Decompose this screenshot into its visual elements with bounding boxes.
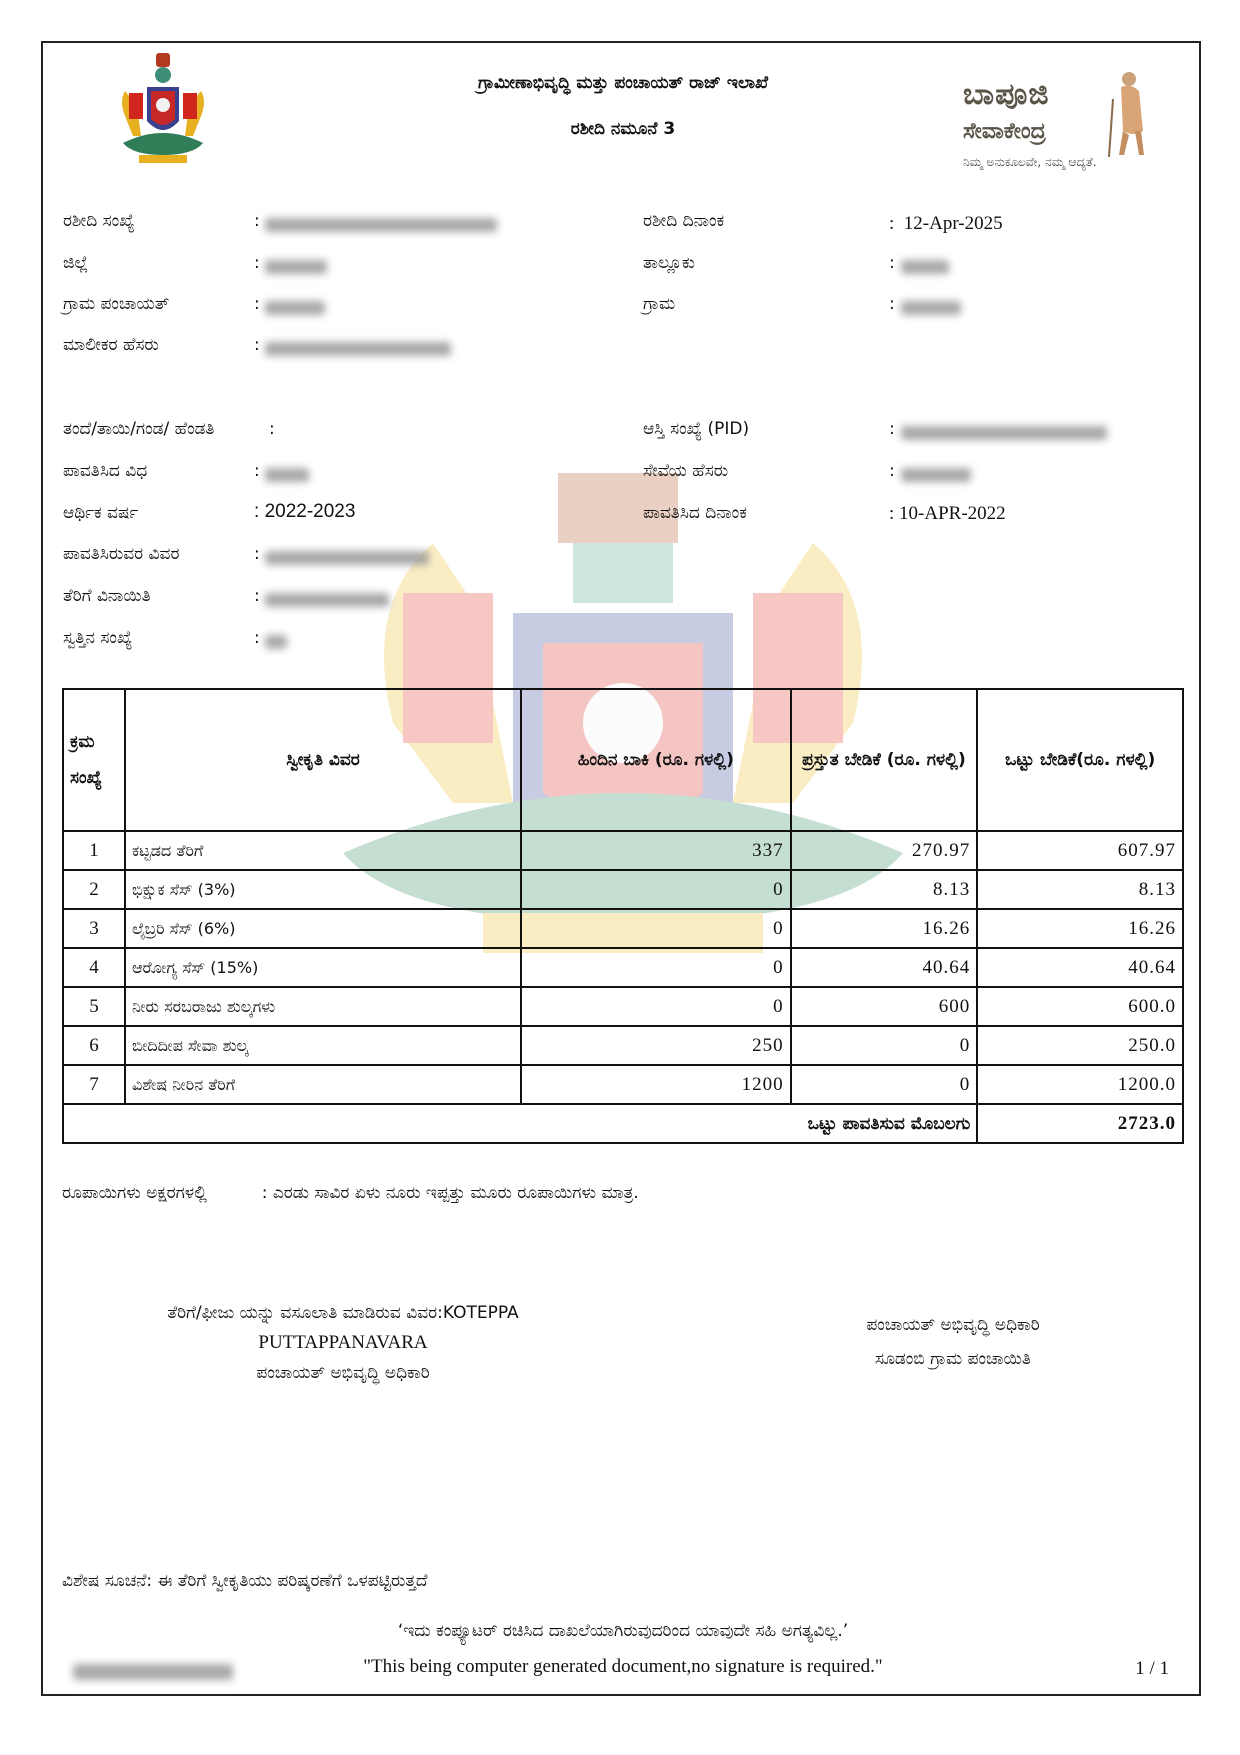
amount-in-words-label: ರೂಪಾಯಿಗಳು ಅಕ್ಷರಗಳಲ್ಲಿ	[62, 1183, 207, 1203]
value-owner-name	[265, 338, 451, 357]
table-row	[63, 831, 1183, 870]
cell-prev: 250	[521, 1026, 790, 1065]
disclaimer-kannada: ‘ಇದು ಕಂಪ್ಯೂಟರ್ ರಚಿಸಿದ ದಾಖಲೆಯಾಗಿರುವುದರಿಂದ ಯಾವುದೇ ಸಹಿ ಅಗತ್ಯವಿಲ್ಲ.’	[397, 1621, 849, 1641]
cell-sl: 1	[63, 831, 125, 870]
cell-curr: 0	[791, 1026, 978, 1065]
value-village	[901, 297, 961, 316]
collector-signature-block	[43, 1298, 643, 1388]
colon: :	[889, 294, 895, 314]
officer-signature-block	[803, 1308, 1103, 1376]
gandhi-figure-icon	[1101, 69, 1151, 159]
header-current-demand: ಪ್ರಸ್ತುತ ಬೇಡಿಕೆ (ರೂ. ಗಳಲ್ಲಿ)	[791, 689, 978, 831]
officer-panchayat: ಸೂಡಂಬಿ ಗ್ರಾಮ ಪಂಚಾಯಿತಿ	[875, 1349, 1031, 1369]
label-receipt-no: ರಶೀದಿ ಸಂಖ್ಯೆ	[63, 211, 135, 231]
colon: :	[254, 253, 260, 273]
cell-total: 600.0	[977, 987, 1183, 1026]
label-service-name: ಸೇವೆಯ ಹೆಸರು	[643, 461, 729, 481]
header-previous-balance: ಹಿಂದಿನ ಬಾಕಿ (ರೂ. ಗಳಲ್ಲಿ)	[521, 689, 790, 831]
colon: :	[254, 544, 260, 564]
cell-desc: ಭಿಕ್ಷುಕ ಸೆಸ್ (3%)	[125, 870, 521, 909]
header-description: ಸ್ವೀಕೃತಿ ವಿವರ	[125, 689, 521, 831]
table-row	[63, 1026, 1183, 1065]
cell-desc: ವಿಶೇಷ ನೀರಿನ ತೆರಿಗೆ	[125, 1065, 521, 1104]
cell-prev: 0	[521, 870, 790, 909]
table-row	[63, 1065, 1183, 1104]
label-relation: ತಂದೆ/ತಾಯಿ/ಗಂಡ/ ಹೆಂಡತಿ	[63, 419, 215, 439]
cell-sl: 4	[63, 948, 125, 987]
total-value: 2723.0	[977, 1104, 1183, 1143]
cell-total: 250.0	[977, 1026, 1183, 1065]
label-payment-date: ಪಾವತಿಸಿದ ದಿನಾಂಕ	[643, 503, 747, 523]
value-taluk	[901, 256, 949, 275]
label-owner-name: ಮಾಲೀಕರ ಹೆಸರು	[63, 335, 159, 355]
value-payment-mode	[265, 464, 309, 483]
print-timestamp	[73, 1661, 233, 1680]
collector-line1: ತೆರಿಗೆ/ಫೀಜು ಯನ್ನು ವಸೂಲಾತಿ ಮಾಡಿರುವ ವಿವರ:KOTEPPA	[167, 1303, 519, 1323]
value-receipt-no	[265, 214, 497, 233]
label-village: ಗ್ರಾಮ	[643, 294, 676, 314]
cell-total: 8.13	[977, 870, 1183, 909]
brand-line1: ಬಾಪೂಜಿ	[963, 77, 1050, 112]
receipt-page	[41, 41, 1201, 1696]
colon: :	[254, 461, 260, 481]
cell-sl: 2	[63, 870, 125, 909]
cell-prev: 0	[521, 909, 790, 948]
cell-prev: 0	[521, 948, 790, 987]
table-total-row	[63, 1104, 1183, 1143]
total-label: ಒಟ್ಟು ಪಾವತಿಸುವ ಮೊಬಲಗು	[63, 1104, 977, 1143]
collector-name: PUTTAPPANAVARA	[258, 1332, 428, 1353]
cell-sl: 3	[63, 909, 125, 948]
label-district: ಜಿಲ್ಲೆ	[63, 253, 89, 273]
cell-curr: 0	[791, 1065, 978, 1104]
colon: :	[889, 419, 895, 439]
cell-curr: 8.13	[791, 870, 978, 909]
value-property-id	[901, 422, 1107, 441]
table-header-row	[63, 689, 1183, 831]
colon: :	[889, 253, 895, 273]
brand-tagline: ನಿಮ್ಮ ಅನುಕೂಲವೇ, ನಮ್ಮ ಆದ್ಯತೆ.	[963, 155, 1097, 169]
cell-curr: 270.97	[791, 831, 978, 870]
header-total-demand: ಒಟ್ಟು ಬೇಡಿಕೆ(ರೂ. ಗಳಲ್ಲಿ)	[977, 689, 1183, 831]
header-sl-no: ಕ್ರಮ ಸಂಖ್ಯೆ	[63, 689, 125, 831]
label-payer-details: ಪಾವತಿಸಿರುವರ ವಿವರ	[63, 544, 180, 564]
brand-line2: ಸೇವಾಕೇಂದ್ರ	[963, 119, 1046, 144]
value-payer-details	[265, 547, 429, 566]
bapuji-sevakendra-logo	[963, 69, 1163, 179]
label-tax-exemption: ತೆರಿಗೆ ವಿನಾಯಿತಿ	[63, 586, 151, 606]
value-tax-exemption	[265, 589, 389, 608]
cell-curr: 16.26	[791, 909, 978, 948]
cell-desc: ನೀರು ಸರಬರಾಜು ಶುಲ್ಕಗಳು	[125, 987, 521, 1026]
special-note: ವಿಶೇಷ ಸೂಚನೆ: ಈ ತೆರಿಗೆ ಸ್ವೀಕೃತಿಯು ಪರಿಷ್ಕರಣೆಗೆ ಒಳಪಟ್ಟಿರುತ್ತದೆ	[62, 1571, 428, 1591]
label-receipt-date: ರಶೀದಿ ದಿನಾಂಕ	[643, 211, 725, 231]
colon: :	[269, 419, 275, 439]
label-gram-panchayat: ಗ್ರಾಮ ಪಂಚಾಯತ್	[63, 294, 170, 314]
cell-total: 607.97	[977, 831, 1183, 870]
cell-total: 16.26	[977, 909, 1183, 948]
cell-prev: 0	[521, 987, 790, 1026]
cell-sl: 7	[63, 1065, 125, 1104]
label-property-id: ಆಸ್ತಿ ಸಂಖ್ಯೆ (PID)	[643, 419, 750, 439]
value-property-count	[265, 631, 287, 650]
value-district	[265, 256, 327, 275]
cell-sl: 5	[63, 987, 125, 1026]
value-receipt-date: : 12-Apr-2025	[889, 213, 1003, 234]
cell-total: 40.64	[977, 948, 1183, 987]
karnataka-emblem-icon	[103, 51, 223, 171]
cell-desc: ಆರೋಗ್ಯ ಸೆಸ್ (15%)	[125, 948, 521, 987]
table-row	[63, 909, 1183, 948]
disclaimer-english: "This being computer generated document,no signature is required."	[363, 1656, 883, 1677]
colon: :	[889, 461, 895, 481]
label-property-count: ಸ್ವತ್ತಿನ ಸಂಖ್ಯೆ	[63, 628, 133, 648]
cell-desc: ಲೈಬ್ರರಿ ಸೆಸ್ (6%)	[125, 909, 521, 948]
cell-desc: ಕಟ್ಟಡದ ತೆರಿಗೆ	[125, 831, 521, 870]
value-financial-year: : 2022-2023	[254, 501, 356, 522]
cell-sl: 6	[63, 1026, 125, 1065]
colon: :	[254, 335, 260, 355]
cell-total: 1200.0	[977, 1065, 1183, 1104]
colon: :	[254, 628, 260, 648]
collector-designation: ಪಂಚಾಯತ್ ಅಭಿವೃದ್ಧಿ ಅಧಿಕಾರಿ	[256, 1363, 430, 1383]
label-taluk: ತಾಲ್ಲೂಕು	[643, 253, 695, 273]
page-number: 1 / 1	[1135, 1658, 1169, 1679]
cell-curr: 600	[791, 987, 978, 1026]
value-payment-date: : 10-APR-2022	[889, 503, 1006, 524]
form-title: ರಶೀದಿ ನಮೂನೆ 3	[570, 119, 676, 139]
fee-table	[62, 688, 1184, 1144]
cell-prev: 337	[521, 831, 790, 870]
colon: :	[254, 294, 260, 314]
colon: :	[254, 211, 260, 231]
cell-prev: 1200	[521, 1065, 790, 1104]
table-row	[63, 987, 1183, 1026]
value-gram-panchayat	[265, 297, 325, 316]
amount-in-words-value: : ಎರಡು ಸಾವಿರ ಏಳು ನೂರು ಇಪ್ಪತ್ತು ಮೂರು ರೂಪಾಯಿಗಳು ಮಾತ್ರ.	[261, 1183, 639, 1203]
value-service-name	[901, 464, 971, 483]
table-row	[63, 948, 1183, 987]
colon: :	[254, 586, 260, 606]
label-payment-mode: ಪಾವತಿಸಿದ ವಿಧ	[63, 461, 148, 481]
label-financial-year: ಆರ್ಥಿಕ ವರ್ಷ	[63, 503, 139, 523]
amount-in-words	[62, 1183, 639, 1203]
department-title: ಗ್ರಾಮೀಣಾಭಿವೃದ್ಧಿ ಮತ್ತು ಪಂಚಾಯತ್ ರಾಜ್ ಇಲಾಖೆ	[477, 73, 769, 93]
table-row	[63, 870, 1183, 909]
cell-desc: ಬೀದಿದೀಪ ಸೇವಾ ಶುಲ್ಕ	[125, 1026, 521, 1065]
officer-designation: ಪಂಚಾಯತ್ ಅಭಿವೃದ್ಧಿ ಅಧಿಕಾರಿ	[866, 1315, 1040, 1335]
cell-curr: 40.64	[791, 948, 978, 987]
